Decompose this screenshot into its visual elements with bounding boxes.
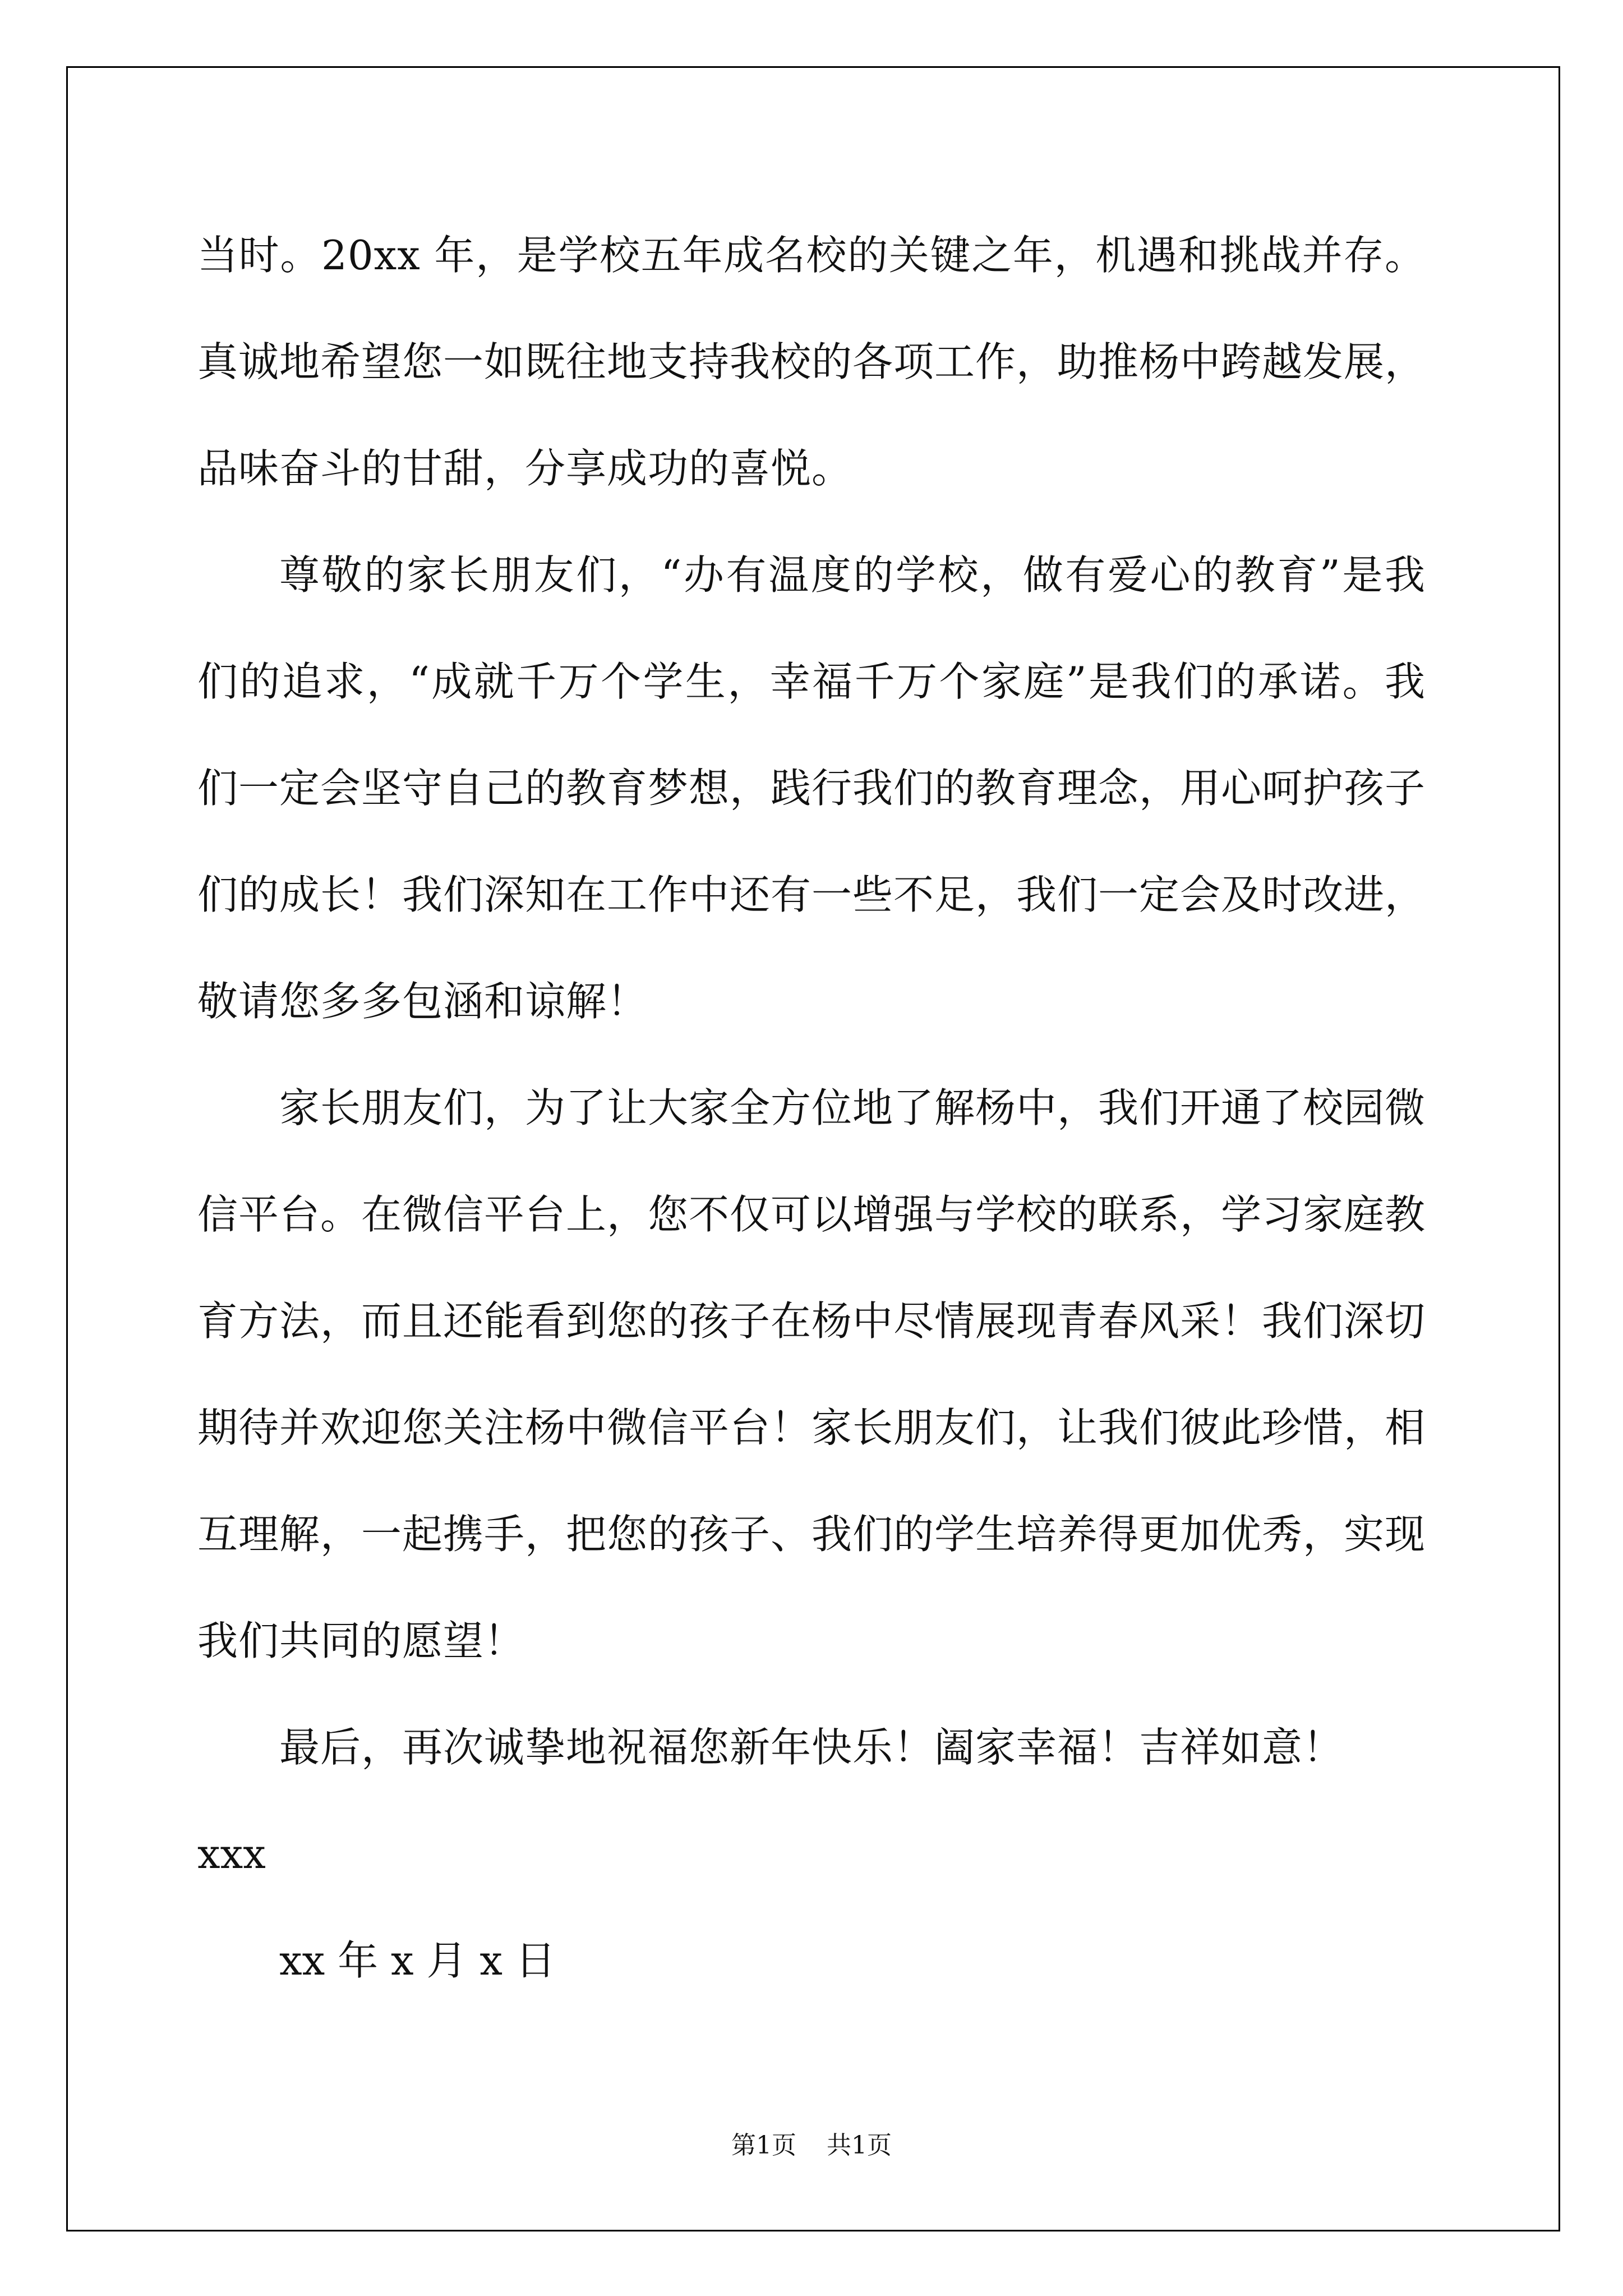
page-total: 共1页	[827, 2131, 892, 2160]
page-number: 第1页	[731, 2131, 796, 2160]
letter-body	[197, 202, 1426, 2014]
page-footer	[0, 2125, 1623, 2161]
signature: xxx	[197, 1830, 266, 1878]
paragraph-4: 最后，再次诚挚地祝福您新年快乐！阖家幸福！吉祥如意！	[279, 1724, 1344, 1771]
paragraph-3: 家长朋友们，为了让大家全方位地了解杨中，我们开通了校园微信平台。在微信平台上，您不仅可以增强与学校的联系，学习家庭教育方法，而且还能看到您的孩子在杨中尽情展现青春风采！我们深切期待并欢迎您关注杨中微信平台！家长朋友们，让我们彼此珍惜，相互理解，一起携手，把您的孩子、我们的学生培养得更加优秀，实现我们共同的愿望！	[197, 1084, 1426, 1664]
letter-date: xx 年 x 月 x 日	[279, 1937, 556, 1984]
paragraph-2: 尊敬的家长朋友们，“办有温度的学校，做有爱心的教育”是我们的追求，“成就千万个学生，幸福千万个家庭”是我们的承诺。我们一定会坚守自己的教育梦想，践行我们的教育理念，用心呵护孩子们的成长！我们深知在工作中还有一些不足，我们一定会及时改进，敬请您多多包涵和谅解！	[197, 551, 1426, 1025]
paragraph-1: 当时。20xx 年，是学校五年成名校的关键之年，机遇和挑战并存。真诚地希望您一如既往地支持我校的各项工作，助推杨中跨越发展，品味奋斗的甘甜，分享成功的喜悦。	[197, 232, 1426, 492]
